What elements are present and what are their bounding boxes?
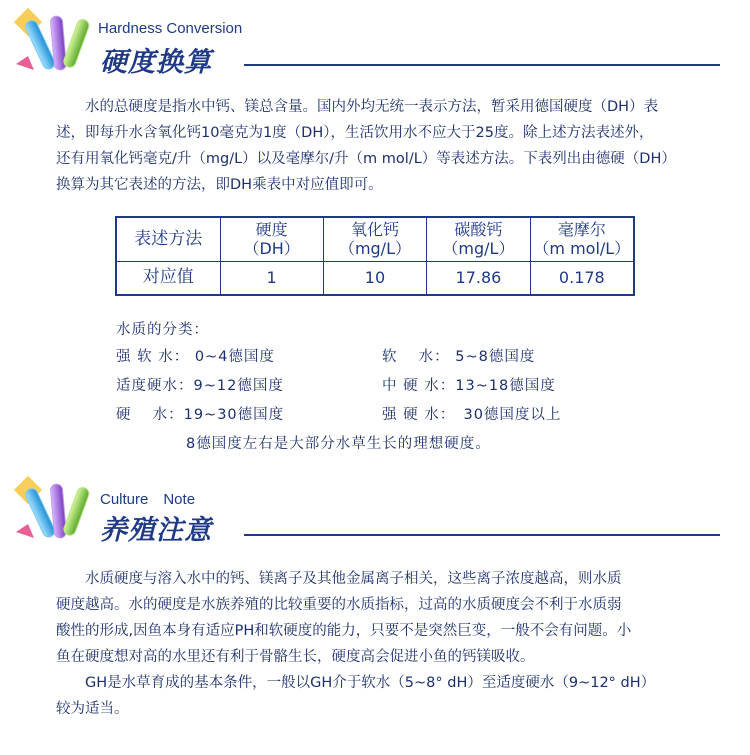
table-header-cell — [427, 217, 530, 261]
title-underline — [244, 64, 720, 66]
table-header-row — [116, 217, 634, 261]
classification-item: 适度硬水：9~12德国度 — [116, 378, 284, 394]
section-culture-note — [0, 470, 750, 755]
hardness-conversion-table — [115, 216, 635, 296]
paragraph-line: 还有用氧化钙毫克/升（mg/L）以及毫摩尔/升（m mol/L）等表述方法。下表列出由德硬（DH） — [56, 151, 676, 167]
table-row — [116, 261, 634, 295]
table-header-label: 表述方法 — [116, 217, 220, 261]
section-chinese-title: 养殖注意 — [100, 515, 212, 546]
test-tubes-icon — [14, 476, 94, 556]
paragraph-line: 酸性的形成,因鱼本身有适应PH和软硬度的能力，只要不是突然巨变，一般不会有问题。小 — [56, 623, 632, 639]
classification-item: 软 水： 5~8德国度 — [382, 349, 536, 365]
table-header-cell — [530, 217, 634, 261]
header-line1: 硬度 — [255, 220, 288, 240]
header-line1: 碳酸钙 — [454, 220, 503, 240]
header-line1: 毫摩尔 — [557, 220, 606, 240]
hardness-intro-paragraph — [56, 94, 726, 198]
section-chinese-title: 硬度换算 — [100, 47, 212, 78]
table-cell: 1 — [220, 261, 323, 295]
paragraph-line: 述，即每升水含氧化钙10毫克为1度（DH），生活饮用水不应大于25度。除上述方法表述外， — [56, 125, 654, 141]
table-cell: 0.178 — [530, 261, 634, 295]
header-line2: （DH） — [243, 239, 300, 259]
table-header-cell — [323, 217, 426, 261]
header-line2: （mg/L） — [338, 239, 411, 259]
classification-item: 强 硬 水： 30德国度以上 — [382, 407, 562, 423]
classification-title: 水质的分类： — [116, 322, 209, 338]
classification-item: 硬 水：19~30德国度 — [116, 407, 285, 423]
title-underline — [244, 534, 720, 536]
paragraph-line: 水质硬度与溶入水中的钙、镁离子及其他金属离子相关，这些离子浓度越高，则水质 — [56, 571, 622, 587]
header-line2: （mg/L） — [442, 239, 515, 259]
paragraph-line: GH是水草育成的基本条件，一般以GH介于软水（5~8° dH）至适度硬水（9~12° dH） — [56, 675, 656, 691]
paragraph-line: 较为适当。 — [56, 701, 129, 717]
paragraph-line: 硬度越高。水的硬度是水族养殖的比较重要的水质指标，过高的水质硬度会不利于水质弱 — [56, 597, 622, 613]
table-cell: 17.86 — [427, 261, 530, 295]
section-english-title: Hardness Conversion — [98, 20, 243, 37]
classification-item: 强 软 水： 0~4德国度 — [116, 349, 275, 365]
test-tubes-icon — [14, 8, 94, 88]
section-english-title: Culture Note — [100, 491, 196, 508]
paragraph-line: 水的总硬度是指水中钙、镁总含量。国内外均无统一表示方法，暂采用德国硬度（DH）表 — [56, 99, 659, 115]
header-line2: （m mol/L） — [533, 239, 631, 259]
classification-item: 中 硬 水：13~18德国度 — [382, 378, 556, 394]
paragraph-line: 鱼在硬度想对高的水里还有利于骨骼生长，硬度高会促进小鱼的钙镁吸收。 — [56, 649, 535, 665]
classification-note: 8德国度左右是大部分水草生长的理想硬度。 — [186, 436, 491, 452]
table-cell: 10 — [323, 261, 426, 295]
table-header-cell — [220, 217, 323, 261]
header-line1: 氧化钙 — [350, 220, 399, 240]
table-row-label: 对应值 — [116, 261, 220, 295]
paragraph-line: 换算为其它表述的方法，即DH乘表中对应值即可。 — [56, 177, 383, 193]
culture-note-paragraph — [56, 566, 736, 722]
